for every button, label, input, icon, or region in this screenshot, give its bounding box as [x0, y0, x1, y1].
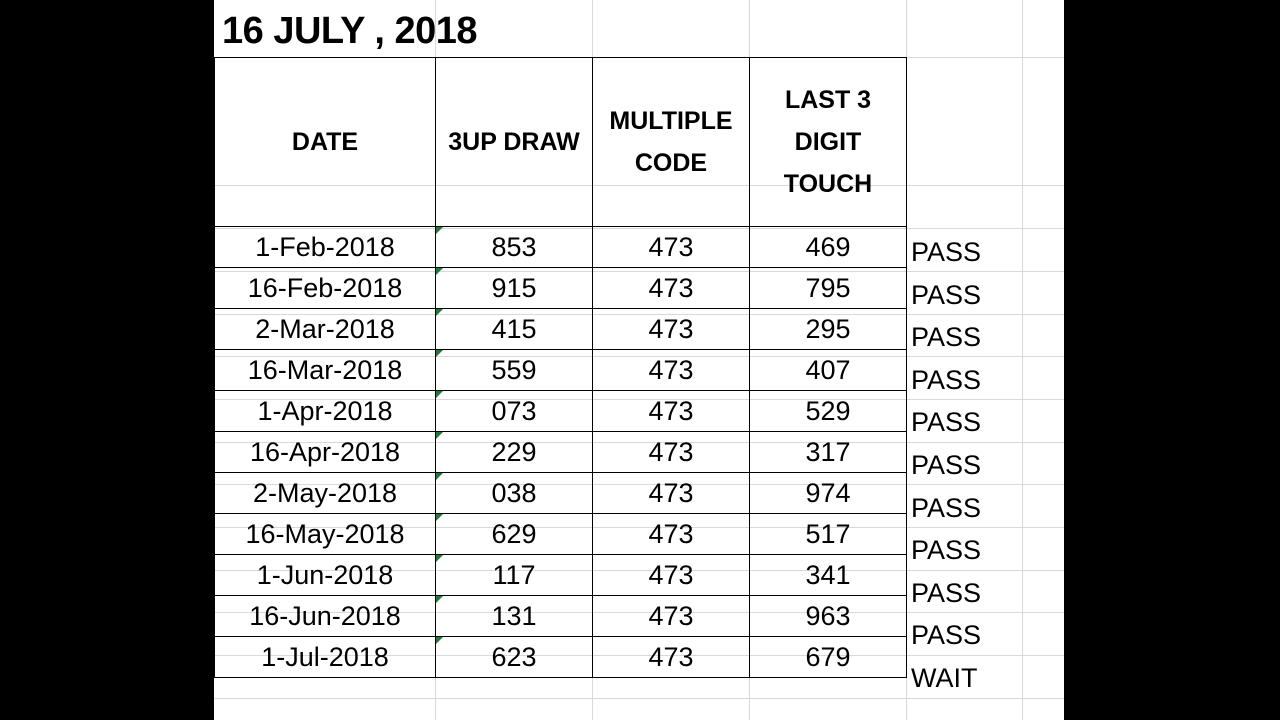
- cell-date[interactable]: [215, 596, 436, 637]
- header-label: 3UP DRAW: [448, 128, 580, 156]
- cell-value: 16-Jun-2018: [249, 601, 401, 631]
- cell-draw[interactable]: [436, 432, 593, 473]
- status-column: [911, 229, 1021, 698]
- cell-date[interactable]: [215, 514, 436, 555]
- cell-draw[interactable]: [436, 391, 593, 432]
- cell-multiple[interactable]: [593, 350, 750, 391]
- status-cell[interactable]: WAIT: [911, 662, 978, 693]
- header-label: DATE: [291, 128, 359, 156]
- cell-value: 473: [648, 642, 694, 672]
- cell-multiple[interactable]: [593, 309, 750, 350]
- status-cell[interactable]: PASS: [911, 407, 982, 438]
- number-as-text-flag: [436, 309, 443, 316]
- cell-last3[interactable]: [750, 555, 907, 596]
- cell-value: 16-May-2018: [245, 519, 405, 549]
- table-row: [215, 637, 907, 678]
- cell-multiple[interactable]: [593, 473, 750, 514]
- cell-multiple[interactable]: [593, 432, 750, 473]
- cell-last3[interactable]: [750, 596, 907, 637]
- cell-value: 229: [491, 437, 537, 467]
- header-row: [215, 58, 907, 227]
- cell-value: 16-Feb-2018: [247, 273, 403, 303]
- cell-last3[interactable]: [750, 514, 907, 555]
- cell-draw[interactable]: [436, 268, 593, 309]
- header-label: MULTIPLE CODE: [609, 107, 733, 177]
- cell-draw[interactable]: [436, 637, 593, 678]
- status-cell[interactable]: PASS: [911, 577, 982, 608]
- cell-value: 415: [491, 314, 537, 344]
- table-row: [215, 309, 907, 350]
- table-row: [215, 596, 907, 637]
- cell-last3[interactable]: [750, 432, 907, 473]
- cell-last3[interactable]: [750, 350, 907, 391]
- table-row: [215, 268, 907, 309]
- cell-date[interactable]: [215, 473, 436, 514]
- cell-multiple[interactable]: [593, 596, 750, 637]
- cell-draw[interactable]: [436, 309, 593, 350]
- cell-value: 517: [805, 519, 851, 549]
- cell-value: 473: [648, 601, 694, 631]
- cell-draw[interactable]: [436, 350, 593, 391]
- cell-value: 1-Jul-2018: [261, 642, 389, 672]
- cell-multiple[interactable]: [593, 227, 750, 268]
- status-cell[interactable]: PASS: [911, 535, 982, 566]
- status-cell[interactable]: PASS: [911, 322, 982, 353]
- cell-multiple[interactable]: [593, 268, 750, 309]
- cell-value: 473: [648, 519, 694, 549]
- number-as-text-flag: [436, 227, 443, 234]
- status-cell[interactable]: PASS: [911, 492, 982, 523]
- table-body: [215, 227, 907, 678]
- cell-last3[interactable]: [750, 309, 907, 350]
- header-draw[interactable]: [436, 58, 593, 227]
- cell-value: 473: [648, 560, 694, 590]
- cell-date[interactable]: [215, 268, 436, 309]
- status-cell[interactable]: PASS: [911, 279, 982, 310]
- table-row: [215, 473, 907, 514]
- cell-value: 117: [492, 560, 536, 590]
- cell-draw[interactable]: [436, 514, 593, 555]
- table-row: [215, 555, 907, 596]
- cell-value: 559: [491, 355, 537, 385]
- table-row: [215, 350, 907, 391]
- cell-value: 407: [805, 355, 851, 385]
- cell-value: 679: [805, 642, 851, 672]
- header-date[interactable]: [215, 58, 436, 227]
- header-last3[interactable]: [750, 58, 907, 227]
- cell-value: 629: [491, 519, 537, 549]
- gridline: [214, 698, 1064, 699]
- number-as-text-flag: [436, 432, 443, 439]
- cell-value: 473: [648, 396, 694, 426]
- cell-value: 473: [648, 314, 694, 344]
- number-as-text-flag: [436, 555, 443, 562]
- cell-last3[interactable]: [750, 637, 907, 678]
- cell-value: 317: [805, 437, 851, 467]
- data-table: [214, 57, 907, 678]
- cell-value: 915: [491, 273, 537, 303]
- cell-value: 1-Feb-2018: [255, 232, 395, 262]
- cell-value: 073: [491, 396, 537, 426]
- cell-value: 038: [491, 478, 537, 508]
- cell-last3[interactable]: [750, 473, 907, 514]
- cell-last3[interactable]: [750, 227, 907, 268]
- number-as-text-flag: [436, 596, 443, 603]
- number-as-text-flag: [436, 391, 443, 398]
- cell-date[interactable]: [215, 391, 436, 432]
- cell-value: 473: [648, 478, 694, 508]
- number-as-text-flag: [436, 637, 443, 644]
- table-row: [215, 514, 907, 555]
- cell-date[interactable]: [215, 350, 436, 391]
- cell-draw[interactable]: [436, 555, 593, 596]
- number-as-text-flag: [436, 350, 443, 357]
- cell-value: 469: [805, 232, 851, 262]
- header-multiple[interactable]: [593, 58, 750, 227]
- table-row: [215, 227, 907, 268]
- status-cell[interactable]: PASS: [911, 364, 982, 395]
- cell-value: 853: [491, 232, 537, 262]
- cell-value: 16-Apr-2018: [249, 437, 401, 467]
- cell-value: 1-Jun-2018: [256, 560, 394, 590]
- number-as-text-flag: [436, 514, 443, 521]
- cell-draw[interactable]: [436, 473, 593, 514]
- cell-value: 2-May-2018: [252, 478, 398, 508]
- cell-value: 2-Mar-2018: [255, 314, 395, 344]
- cell-value: 963: [805, 601, 851, 631]
- spreadsheet-sheet: [214, 0, 1064, 720]
- header-label: LAST 3 DIGIT TOUCH: [783, 86, 873, 198]
- status-cell[interactable]: PASS: [911, 620, 982, 651]
- cell-value: 473: [648, 437, 694, 467]
- cell-value: 131: [491, 601, 537, 631]
- cell-multiple[interactable]: [593, 637, 750, 678]
- cell-value: 341: [805, 560, 851, 590]
- cell-date[interactable]: [215, 309, 436, 350]
- cell-value: 623: [491, 642, 537, 672]
- cell-date[interactable]: [215, 227, 436, 268]
- number-as-text-flag: [436, 268, 443, 275]
- cell-value: 295: [805, 314, 851, 344]
- cell-multiple[interactable]: [593, 391, 750, 432]
- table-row: [215, 432, 907, 473]
- cell-date[interactable]: [215, 432, 436, 473]
- cell-last3[interactable]: [750, 268, 907, 309]
- sheet-title[interactable]: 16 JULY , 2018: [222, 10, 477, 52]
- cell-date[interactable]: [215, 637, 436, 678]
- cell-value: 16-Mar-2018: [247, 355, 403, 385]
- cell-value: 1-Apr-2018: [257, 396, 393, 426]
- cell-value: 473: [648, 355, 694, 385]
- cell-value: 529: [805, 396, 851, 426]
- status-cell[interactable]: PASS: [911, 449, 982, 480]
- cell-value: 974: [805, 478, 851, 508]
- cell-value: 795: [805, 273, 851, 303]
- cell-multiple[interactable]: [593, 514, 750, 555]
- cell-last3[interactable]: [750, 391, 907, 432]
- cell-value: 473: [648, 232, 694, 262]
- cell-multiple[interactable]: [593, 555, 750, 596]
- cell-draw[interactable]: [436, 596, 593, 637]
- cell-date[interactable]: [215, 555, 436, 596]
- cell-draw[interactable]: [436, 227, 593, 268]
- table-row: [215, 391, 907, 432]
- status-cell[interactable]: PASS: [911, 237, 982, 267]
- number-as-text-flag: [436, 473, 443, 480]
- cell-value: 473: [648, 273, 694, 303]
